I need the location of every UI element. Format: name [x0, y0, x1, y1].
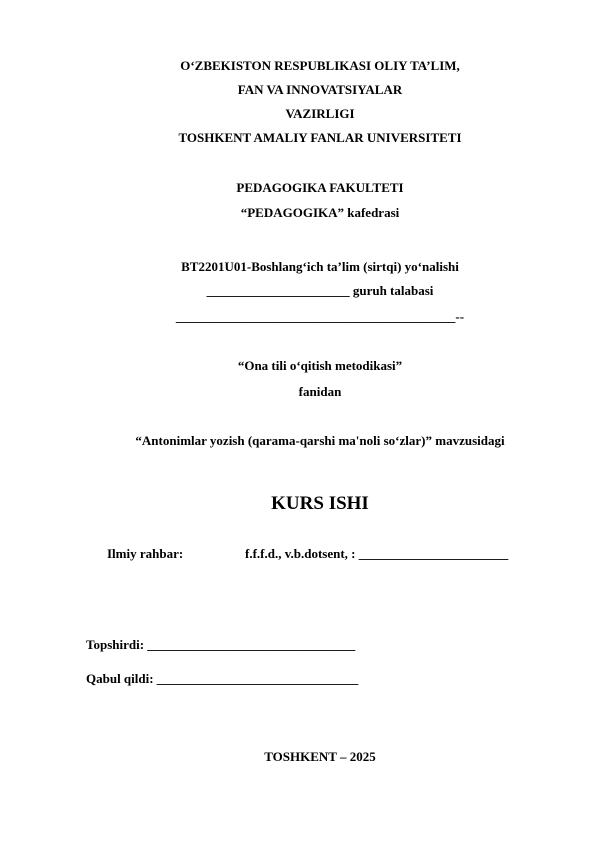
faculty-name: PEDAGOGIKA FAKULTETI — [236, 180, 404, 195]
university-name: TOSHKENT AMALIY FANLAR UNIVERSITETI — [178, 130, 462, 145]
subject-title: “Ona tili o‘qitish metodikasi” — [237, 358, 403, 373]
supervisor-value: f.f.f.d., v.b.dotsent, : _______________________ — [245, 546, 509, 561]
department-name: “PEDAGOGIKA” kafedrasi — [240, 205, 400, 220]
group-line: ______________________ guruh talabasi — [206, 283, 434, 298]
student-name-line: ___________________________________________-- — [175, 309, 465, 324]
submitted-line: Topshirdi: ________________________________ — [86, 637, 356, 652]
ministry-line-1: O‘ZBEKISTON RESPUBLIKASI OLIY TA’LIM, — [180, 58, 460, 73]
work-type-title: KURS ISHI — [271, 493, 369, 514]
topic-line: “Antonimlar yozish (qarama-qarshi ma'noli so‘zlar)” mavzusidagi — [135, 433, 505, 448]
ministry-line-3: VAZIRLIGI — [285, 106, 355, 121]
subject-suffix: fanidan — [298, 384, 342, 399]
supervisor-label: Ilmiy rahbar: — [107, 546, 184, 561]
accepted-line: Qabul qildi: _______________________________ — [86, 671, 359, 686]
footer-city-year: TOSHKENT – 2025 — [264, 749, 376, 764]
ministry-line-2: FAN VA INNOVATSIYALAR — [237, 82, 403, 97]
program-name: BT2201U01-Boshlang‘ich ta’lim (sirtqi) yo‘nalishi — [181, 259, 459, 274]
